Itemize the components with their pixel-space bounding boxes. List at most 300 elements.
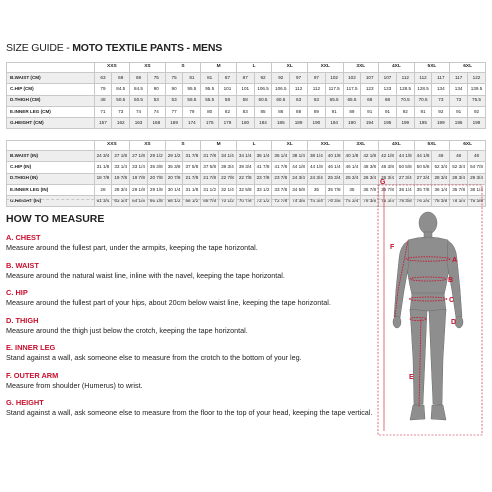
table-cell: 35 xyxy=(343,184,361,195)
table-cell: 106.5 xyxy=(254,84,272,95)
measure-item-thigh xyxy=(6,316,366,336)
table-cell: 60.5 xyxy=(272,95,290,106)
table-cell: 73 xyxy=(432,95,450,106)
measure-item-outer-arm xyxy=(6,371,366,391)
table-cell: 84.5 xyxy=(112,84,130,95)
table-cell: 87 xyxy=(236,73,254,84)
size-header-m: M xyxy=(201,141,237,151)
measure-text: Measure around the natural waist line, inline with the navel, keeping the tape horizontal. xyxy=(6,270,285,280)
table-cell: 81 xyxy=(201,73,219,84)
table-cell: 31 1/8 xyxy=(183,184,201,195)
size-header-xs: XS xyxy=(130,141,166,151)
table-cell: 84.5 xyxy=(130,84,148,95)
table-cell: 75.5 xyxy=(468,95,486,106)
table-cell: 31 1/2 xyxy=(201,184,219,195)
table-cell: 162 xyxy=(112,118,130,129)
measurement-figure xyxy=(364,179,484,439)
header-corner-cell xyxy=(7,141,95,151)
table-cell: 179 xyxy=(219,118,237,129)
table-cell: 41 7/8 xyxy=(254,162,272,173)
table-cell: 64 1/8 xyxy=(130,196,148,207)
table-cell: 123 xyxy=(361,84,379,95)
left-leg-shape xyxy=(410,309,427,405)
table-cell: 44 1/8 xyxy=(307,162,325,173)
table-cell: 24 3/4 xyxy=(94,151,112,162)
table-cell: 199 xyxy=(396,118,414,129)
table-cell: 123 xyxy=(379,84,397,95)
table-cell: 32 5/8 xyxy=(236,184,254,195)
measure-text: Measure around the fullest part of your hips, about 20cm below waist line, keeping the tape horizontal. xyxy=(6,298,331,307)
table-cell: 128.5 xyxy=(396,84,414,95)
label-d: D xyxy=(451,319,457,326)
table-cell: 139.5 xyxy=(468,84,486,95)
table-cell: 81 xyxy=(183,73,201,84)
table-cell: 65.5 xyxy=(325,95,343,106)
table-row xyxy=(7,73,486,84)
table-cell: 68 1/2 xyxy=(183,196,201,207)
table-cell: 36 1/4 xyxy=(254,151,272,162)
measure-heading: F. OUTER ARM xyxy=(6,370,59,380)
table-cell: 29 1/2 xyxy=(165,151,183,162)
table-cell: 27 3/4 xyxy=(414,173,432,184)
table-cell: 66 1/2 xyxy=(165,196,183,207)
table-cell: 75 xyxy=(147,73,165,84)
left-hand-shape xyxy=(393,316,401,328)
size-header-5xl: 5XL xyxy=(414,141,450,151)
table-cell: 55.5 xyxy=(183,95,201,106)
table-cell: 28 3/4 xyxy=(432,173,450,184)
table-cell: 35 xyxy=(307,184,325,195)
table-cell: 50.5 xyxy=(130,95,148,106)
measure-heading: C. HIP xyxy=(6,288,28,297)
table-cell: 36 1/4 xyxy=(432,184,450,195)
table-cell: 70.5 xyxy=(396,95,414,106)
label-b: B xyxy=(448,277,454,284)
table-cell: 31 1/8 xyxy=(94,162,112,173)
table-cell: 52 3/4 xyxy=(432,162,450,173)
table-cell: 117.5 xyxy=(325,84,343,95)
measure-heading: D. THIGH xyxy=(6,315,39,325)
table-cell: 190 xyxy=(307,118,325,129)
measure-item-chest xyxy=(6,233,366,253)
size-header-3xl: 3XL xyxy=(343,141,379,151)
right-hand-shape xyxy=(455,316,463,328)
row-label: D.THIGH (CM) xyxy=(7,95,95,106)
table-cell: 48 xyxy=(468,151,486,162)
table-cell: 78 3/8 xyxy=(468,196,486,207)
size-header-xxl: XXL xyxy=(307,141,343,151)
table-cell: 74 3/8 xyxy=(290,196,308,207)
table-cell: 74 xyxy=(147,106,165,117)
table-cell: 85 xyxy=(254,106,272,117)
table-cell: 97 xyxy=(290,73,308,84)
table-cell: 36 1/4 xyxy=(272,151,290,162)
table-cell: 72 1/2 xyxy=(254,196,272,207)
table-cell: 95.5 xyxy=(183,84,201,95)
table-cell: 63 xyxy=(290,95,308,106)
table-cell: 33 7/8 xyxy=(272,184,290,195)
table-cell: 34 5/8 xyxy=(290,184,308,195)
table-cell: 39 3/4 xyxy=(236,162,254,173)
measure-text: Measure around the fullest part, under the armpits, keeping the tape horizontal. xyxy=(6,243,258,252)
table-cell: 30 1/4 xyxy=(165,184,183,195)
table-cell: 68 xyxy=(379,95,397,106)
size-table-cm xyxy=(6,62,486,129)
table-cell: 55.5 xyxy=(201,95,219,106)
label-c: C xyxy=(449,297,455,304)
table-cell: 33 1/4 xyxy=(112,162,130,173)
table-cell: 31 7/8 xyxy=(201,151,219,162)
table-cell: 101 xyxy=(219,84,237,95)
table-cell: 27 1/8 xyxy=(112,151,130,162)
table-cell: 79 xyxy=(183,106,201,117)
table-cell: 97 xyxy=(307,73,325,84)
table-cell: 36 1/4 xyxy=(396,184,414,195)
table-cell: 199 xyxy=(468,118,486,129)
table-cell: 79 xyxy=(94,84,112,95)
table-cell: 80 xyxy=(201,106,219,117)
table-cell: 89 xyxy=(307,106,325,117)
table-cell: 19 7/8 xyxy=(130,173,148,184)
table-cell: 54 7/8 xyxy=(468,162,486,173)
table-cell: 90 xyxy=(147,84,165,95)
table-cell: 163 xyxy=(130,118,148,129)
table-cell: 50 5/8 xyxy=(396,162,414,173)
table-cell: 50.5 xyxy=(112,95,130,106)
table-cell: 199 xyxy=(432,118,450,129)
table-cell: 112 xyxy=(290,84,308,95)
hip-shape xyxy=(410,293,446,311)
table-cell: 23 7/8 xyxy=(272,173,290,184)
table-cell: 68 xyxy=(361,95,379,106)
table-cell: 53 xyxy=(147,95,165,106)
table-cell: 52 3/4 xyxy=(450,162,468,173)
table-cell: 50 5/8 xyxy=(414,162,432,173)
table-cell: 69 xyxy=(112,73,130,84)
table-cell: 95.5 xyxy=(201,84,219,95)
left-foot-shape xyxy=(410,405,425,420)
label-f: F xyxy=(390,244,395,251)
measure-text: Stand against a wall, ask someone else to measure from the crotch to the bottom of your leg. xyxy=(6,353,302,362)
table-cell: 35 3/8 xyxy=(165,162,183,173)
table-cell: 48 xyxy=(94,95,112,106)
table-row xyxy=(7,151,486,162)
table-cell: 29 1/8 xyxy=(130,184,148,195)
table-cell: 72 7/8 xyxy=(272,196,290,207)
table-cell: 23 7/8 xyxy=(254,173,272,184)
table-cell: 63 3/4 xyxy=(112,196,130,207)
table-cell: 35 3/8 xyxy=(147,162,165,173)
table-cell: 71 xyxy=(94,106,112,117)
table-row xyxy=(7,106,486,117)
body-figure-svg xyxy=(364,179,484,439)
measure-heading: G. HEIGHT xyxy=(6,398,44,407)
table-cell: 92 xyxy=(272,73,290,84)
size-header-5xl: 5XL xyxy=(414,63,450,73)
table-cell: 32 1/4 xyxy=(219,184,237,195)
table-cell: 83 xyxy=(236,106,254,117)
table-cell: 36 1/4 xyxy=(468,184,486,195)
table-cell: 37 5/8 xyxy=(183,162,201,173)
table-cell: 195 xyxy=(379,118,397,129)
table-cell: 194 xyxy=(361,118,379,129)
table-cell: 134 xyxy=(432,84,450,95)
table-cell: 194 xyxy=(325,118,343,129)
table-cell: 40 1/8 xyxy=(325,151,343,162)
torso-shape xyxy=(406,237,450,295)
table-cell: 19 7/8 xyxy=(112,173,130,184)
table-cell: 70 7/8 xyxy=(236,196,254,207)
table-cell: 102 xyxy=(343,73,361,84)
table-cell: 91 xyxy=(325,106,343,117)
size-header-xxs: XXS xyxy=(94,141,130,151)
table-cell: 44 1/8 xyxy=(396,151,414,162)
table-cell: 29 1/2 xyxy=(147,151,165,162)
table-cell: 91 xyxy=(361,106,379,117)
right-leg-shape xyxy=(429,309,446,405)
row-label: C.HIP (CM) xyxy=(7,84,95,95)
page-title xyxy=(6,42,222,54)
table-cell: 46 1/4 xyxy=(325,162,343,173)
table-cell: 189 xyxy=(290,118,308,129)
table-cell: 77 xyxy=(165,106,183,117)
table-cell: 22 7/8 xyxy=(236,173,254,184)
row-label: G.HEIGHT (IN) xyxy=(7,196,95,207)
table-cell: 20 7/8 xyxy=(147,173,165,184)
row-label: C.HIP (IN) xyxy=(7,162,95,173)
table-cell: 128.5 xyxy=(414,84,432,95)
table-cell: 46 xyxy=(450,151,468,162)
size-header-xl: XL xyxy=(272,141,308,151)
table-cell: 112 xyxy=(414,73,432,84)
size-header-row xyxy=(7,141,486,151)
title-main: MOTO TEXTILE PANTS - MENS xyxy=(72,42,223,54)
measure-heading: B. WAIST xyxy=(6,260,39,270)
table-cell: 92 xyxy=(432,106,450,117)
table-cell: 26 3/4 xyxy=(361,173,379,184)
table-cell: 91 xyxy=(414,106,432,117)
table-cell: 91 xyxy=(379,106,397,117)
table-cell: 24 3/4 xyxy=(290,173,308,184)
table-cell: 74 3/4 xyxy=(307,196,325,207)
table-cell: 74 3/4 xyxy=(343,196,361,207)
table-cell: 18 7/8 xyxy=(94,173,112,184)
table-cell: 89 xyxy=(343,106,361,117)
table-cell: 65.5 xyxy=(343,95,361,106)
table-cell: 20 7/8 xyxy=(165,173,183,184)
table-cell: 92 xyxy=(468,106,486,117)
table-row xyxy=(7,95,486,106)
table-cell: 86 xyxy=(272,106,290,117)
size-header-4xl: 4XL xyxy=(379,141,415,151)
table-cell: 74 xyxy=(130,106,148,117)
table-cell: 106.5 xyxy=(272,84,290,95)
table-cell: 42 1/8 xyxy=(361,151,379,162)
table-cell: 117 xyxy=(432,73,450,84)
table-cell: 69 xyxy=(130,73,148,84)
table-cell: 37 5/8 xyxy=(201,162,219,173)
table-cell: 39 3/4 xyxy=(219,162,237,173)
table-cell: 112 xyxy=(307,84,325,95)
table-cell: 168 xyxy=(147,118,165,129)
table-cell: 66 1/8 xyxy=(147,196,165,207)
table-cell: 28 xyxy=(94,184,112,195)
suit-silhouette xyxy=(393,212,463,420)
table-cell: 76 3/4 xyxy=(450,196,468,207)
measure-item-height xyxy=(6,398,373,418)
table-row xyxy=(7,162,486,173)
table-cell: 48 3/8 xyxy=(379,162,397,173)
size-header-l: L xyxy=(236,141,272,151)
table-cell: 107 xyxy=(379,73,397,84)
title-prefix: SIZE GUIDE - xyxy=(6,42,73,54)
table-cell: 34 1/4 xyxy=(219,151,237,162)
measure-item-inner-leg xyxy=(6,343,366,363)
row-label: E.INNER LEG (CM) xyxy=(7,106,95,117)
table-cell: 31 7/8 xyxy=(183,151,201,162)
table-cell: 25 3/4 xyxy=(343,173,361,184)
head-shape xyxy=(419,212,437,234)
table-cell: 107 xyxy=(361,73,379,84)
table-cell: 134 xyxy=(450,84,468,95)
table-cell: 180 xyxy=(236,118,254,129)
size-header-m: M xyxy=(201,63,237,73)
table-cell: 34 1/4 xyxy=(236,151,254,162)
size-header-6xl: 6XL xyxy=(450,63,486,73)
table-cell: 195 xyxy=(450,118,468,129)
table-cell: 190 xyxy=(343,118,361,129)
table-cell: 78 3/8 xyxy=(432,196,450,207)
row-label: G.HEIGHT (CM) xyxy=(7,118,95,129)
row-label: B.WAIST (IN) xyxy=(7,151,95,162)
measure-instructions xyxy=(6,233,373,426)
table-cell: 44 1/8 xyxy=(414,151,432,162)
table-cell: 46 1/4 xyxy=(343,162,361,173)
table-cell: 70.5 xyxy=(414,95,432,106)
size-header-3xl: 3XL xyxy=(343,63,379,73)
table-cell: 40 1/8 xyxy=(343,151,361,162)
size-header-s: S xyxy=(165,63,201,73)
table-cell: 21 7/8 xyxy=(183,173,201,184)
table-cell: 29 1/8 xyxy=(147,184,165,195)
table-cell: 90 xyxy=(165,84,183,95)
table-cell: 38 1/4 xyxy=(307,151,325,162)
table-cell: 29 3/4 xyxy=(468,173,486,184)
table-cell: 78 3/8 xyxy=(396,196,414,207)
table-cell: 22 7/8 xyxy=(219,173,237,184)
table-cell: 169 xyxy=(165,118,183,129)
table-row xyxy=(7,84,486,95)
table-cell: 25 3/4 xyxy=(325,173,343,184)
table-cell: 117 xyxy=(450,73,468,84)
table-cell: 88 xyxy=(290,106,308,117)
measure-text: Measure from shoulder (Humerus) to wrist. xyxy=(6,380,143,390)
table-cell: 174 xyxy=(183,118,201,129)
row-label: B.WAIST (CM) xyxy=(7,73,95,84)
table-cell: 58 xyxy=(219,95,237,106)
table-cell: 76 3/8 xyxy=(361,196,379,207)
table-cell: 35 7/8 xyxy=(379,184,397,195)
table-cell: 112 xyxy=(396,73,414,84)
table-cell: 76 3/8 xyxy=(325,196,343,207)
table-cell: 157 xyxy=(94,118,112,129)
label-e: E xyxy=(409,374,414,381)
size-header-xs: XS xyxy=(130,63,166,73)
table-row xyxy=(7,118,486,129)
table-cell: 101 xyxy=(236,84,254,95)
size-header-xl: XL xyxy=(272,63,308,73)
measure-heading: E. INNER LEG xyxy=(6,343,56,352)
table-cell: 46 xyxy=(432,151,450,162)
measure-text: Measure around the thigh just below the crotch, keeping the tape horizontal. xyxy=(6,325,248,335)
table-cell: 92 xyxy=(254,73,272,84)
size-header-s: S xyxy=(165,141,201,151)
size-header-4xl: 4XL xyxy=(379,63,415,73)
table-cell: 33 1/4 xyxy=(130,162,148,173)
size-header-xxs: XXS xyxy=(94,63,130,73)
how-to-measure-title: HOW TO MEASURE xyxy=(6,213,105,225)
table-cell: 185 xyxy=(272,118,290,129)
header-corner-cell xyxy=(7,63,95,73)
table-cell: 184 xyxy=(254,118,272,129)
size-header-6xl: 6XL xyxy=(450,141,486,151)
table-cell: 27 3/4 xyxy=(396,173,414,184)
table-cell: 63 xyxy=(307,95,325,106)
row-label: D.THIGH (IN) xyxy=(7,173,95,184)
measure-item-hip xyxy=(6,288,366,308)
table-cell: 41 7/8 xyxy=(272,162,290,173)
table-cell: 28 3/4 xyxy=(450,173,468,184)
size-header-xxl: XXL xyxy=(307,63,343,73)
table-cell: 35 7/8 xyxy=(450,184,468,195)
table-cell: 175 xyxy=(201,118,219,129)
table-cell: 60.5 xyxy=(254,95,272,106)
table-cell: 92 xyxy=(396,106,414,117)
table-cell: 24 3/4 xyxy=(307,173,325,184)
table-cell: 42 1/8 xyxy=(379,151,397,162)
table-cell: 33 1/2 xyxy=(254,184,272,195)
measure-heading: A. CHEST xyxy=(6,233,41,242)
table-cell: 68 7/8 xyxy=(201,196,219,207)
table-cell: 70 1/2 xyxy=(219,196,237,207)
table-cell: 76 3/4 xyxy=(379,196,397,207)
measure-text: Stand against a wall, ask someone else to measure from the floor to the top of your head, keeping the tape vertical. xyxy=(6,408,373,417)
table-cell: 44 1/8 xyxy=(290,162,308,173)
table-cell: 35 7/8 xyxy=(325,184,343,195)
table-cell: 102 xyxy=(325,73,343,84)
table-cell: 117.5 xyxy=(343,84,361,95)
right-foot-shape xyxy=(431,405,446,420)
table-cell: 63 xyxy=(94,73,112,84)
table-cell: 48 3/8 xyxy=(361,162,379,173)
table-cell: 26 3/4 xyxy=(379,173,397,184)
table-cell: 87 xyxy=(219,73,237,84)
table-cell: 61 3/4 xyxy=(94,196,112,207)
table-cell: 122 xyxy=(468,73,486,84)
table-cell: 73 xyxy=(450,95,468,106)
label-g: G xyxy=(380,179,386,186)
size-header-row xyxy=(7,63,486,73)
label-a: A xyxy=(452,257,458,264)
table-cell: 195 xyxy=(414,118,432,129)
measure-item-waist xyxy=(6,261,366,281)
table-cell: 76 3/4 xyxy=(414,196,432,207)
table-cell: 21 7/8 xyxy=(201,173,219,184)
table-cell: 27 1/8 xyxy=(130,151,148,162)
table-cell: 58 xyxy=(236,95,254,106)
table-cell: 91 xyxy=(450,106,468,117)
table-cell: 38 1/4 xyxy=(290,151,308,162)
